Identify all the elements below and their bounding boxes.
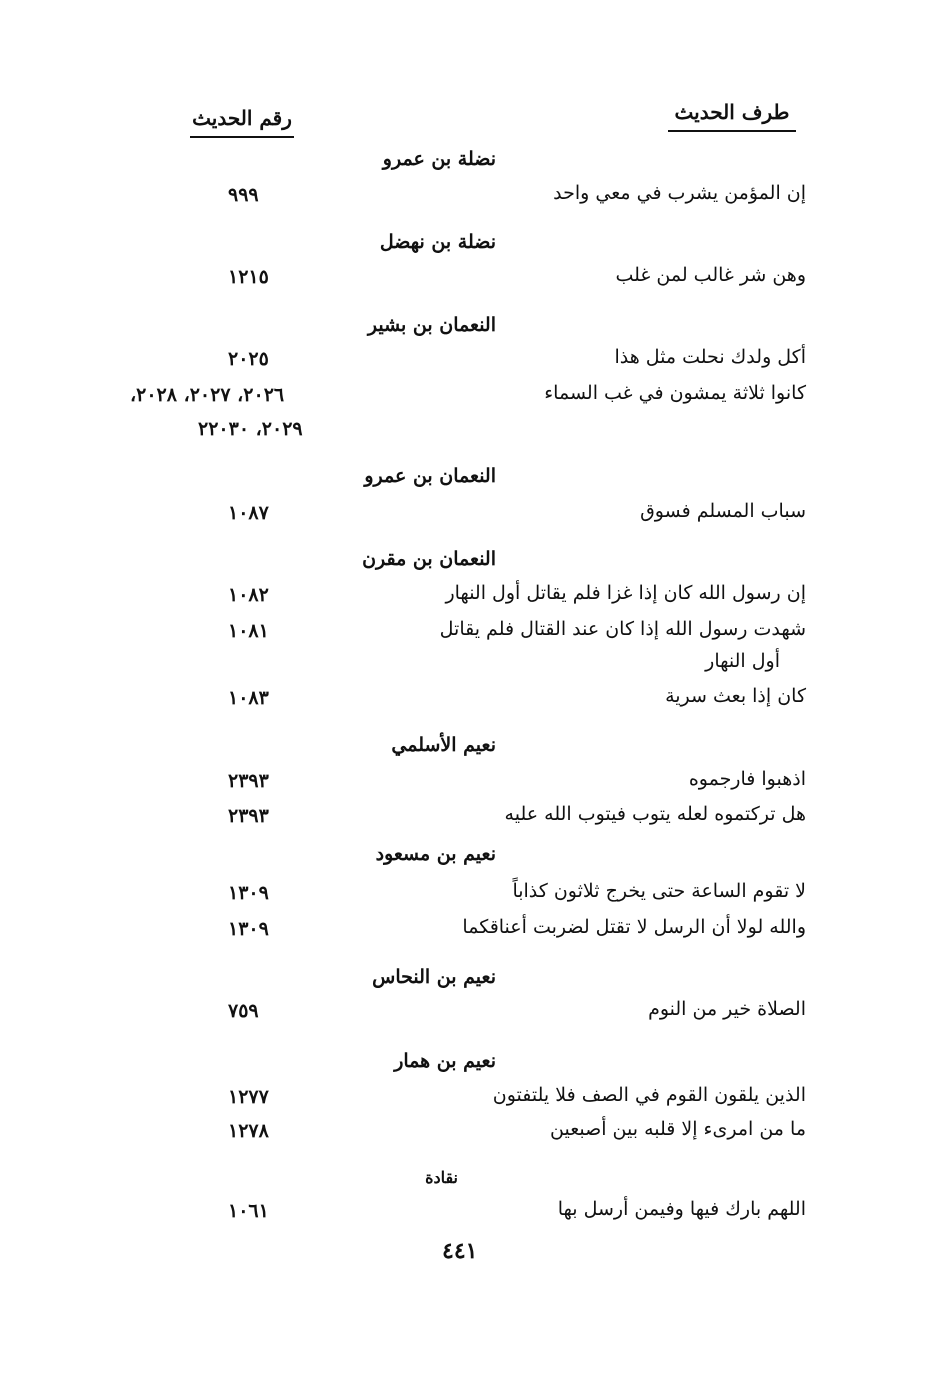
hadith-number: ١٢٧٨	[228, 1120, 269, 1142]
hadith-number: ١٣٠٩	[228, 882, 269, 904]
narrator-heading: نعيم بن مسعود	[375, 843, 496, 865]
hadith-number: ٢٠٢٦، ٢٠٢٧، ٢٠٢٨،	[130, 384, 285, 406]
hadith-text-continued: أول النهار	[705, 650, 780, 672]
hadith-number: ١٠٨٧	[228, 502, 269, 524]
page-number: ٤٤١	[442, 1238, 478, 1264]
hadith-number: ٢٠٢٥	[228, 348, 269, 370]
hadith-text: لا تقوم الساعة حتى يخرج ثلاثون كذاباً	[512, 880, 806, 902]
hadith-number: ١٣٠٩	[228, 918, 269, 940]
hadith-text: ما من امرىء إلا قلبه بين أصبعين	[550, 1118, 806, 1140]
hadith-number: ١٢١٥	[228, 266, 269, 288]
hadith-text: وهن شر غالب لمن غلب	[615, 264, 806, 286]
narrator-heading: النعمان بن عمرو	[364, 465, 496, 487]
hadith-text: اللهم بارك فيها وفيمن أرسل بها	[557, 1198, 806, 1220]
hadith-number: ٢٣٩٣	[228, 805, 269, 827]
hadith-number: ٩٩٩	[228, 184, 259, 206]
hadith-text: الذين يلقون القوم في الصف فلا يلتفتون	[492, 1084, 806, 1106]
narrator-heading: نضلة بن نهضل	[379, 231, 496, 253]
narrator-heading: نعيم بن همار	[394, 1050, 496, 1072]
hadith-number-continued: ٢٠٢٩، ٢٢٠٣٠	[198, 418, 303, 440]
hadith-number: ١٠٦١	[228, 1200, 269, 1222]
hadith-number: ١٠٨٢	[228, 584, 269, 606]
narrator-heading: النعمان بن بشير	[367, 314, 496, 336]
hadith-number: ١٢٧٧	[228, 1086, 269, 1108]
narrator-heading: نقادة	[425, 1168, 458, 1187]
column-header-hadith-text: طرف الحديث	[668, 100, 796, 132]
hadith-text: إن المؤمن يشرب في معي واحد	[553, 182, 806, 204]
hadith-number: ٢٣٩٣	[228, 770, 269, 792]
hadith-text: هل تركتموه لعله يتوب فيتوب الله عليه	[504, 803, 806, 825]
narrator-heading: نعيم بن النحاس	[372, 966, 496, 988]
hadith-text: كانوا ثلاثة يمشون في غب السماء	[544, 382, 806, 404]
hadith-text: إن رسول الله كان إذا غزا فلم يقاتل أول النهار	[445, 582, 806, 604]
hadith-number: ١٠٨٣	[228, 687, 269, 709]
hadith-text: أكل ولدك نحلت مثل هذا	[614, 346, 806, 368]
hadith-text: والله لولا أن الرسل لا تقتل لضربت أعناقكما	[462, 916, 806, 938]
hadith-text: كان إذا بعث سرية	[665, 685, 806, 707]
narrator-heading: نضلة بن عمرو	[382, 148, 496, 170]
column-header-hadith-number: رقم الحديث	[190, 106, 294, 138]
narrator-heading: نعيم الأسلمي	[391, 734, 496, 756]
hadith-text: اذهبوا فارجموه	[688, 768, 806, 790]
hadith-number: ١٠٨١	[228, 620, 269, 642]
hadith-text: الصلاة خير من النوم	[648, 998, 806, 1020]
narrator-heading: النعمان بن مقرن	[362, 548, 496, 570]
hadith-text: سباب المسلم فسوق	[640, 500, 806, 522]
hadith-number: ٧٥٩	[228, 1000, 259, 1022]
hadith-text: شهدت رسول الله إذا كان عند القتال فلم يقاتل	[439, 618, 806, 640]
